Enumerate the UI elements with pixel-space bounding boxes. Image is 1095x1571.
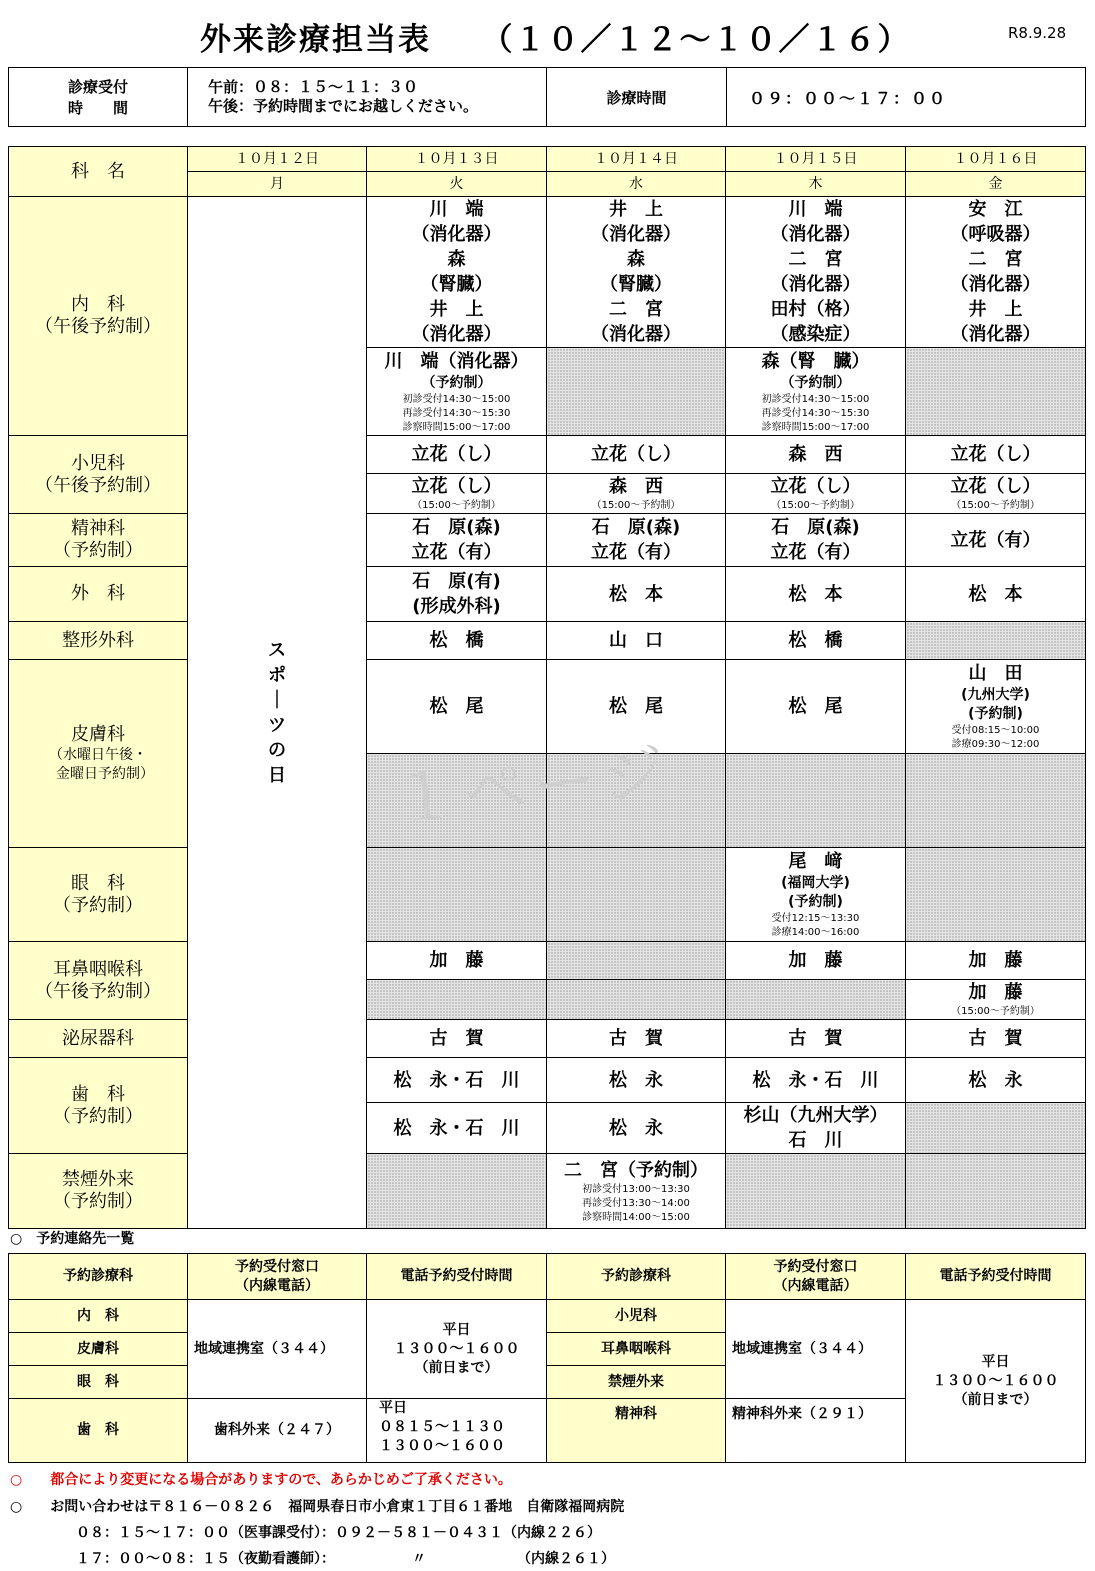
empty-cell <box>547 348 726 436</box>
empty-cell <box>547 980 726 1020</box>
shonika-pm-wed <box>547 474 726 514</box>
empty-cell <box>726 754 906 848</box>
dept-seikei: 整形外科 <box>9 622 188 660</box>
contact-dept-kinen: 禁煙外来 <box>547 1366 726 1399</box>
shika-r1-fri: 松 永 <box>906 1058 1086 1103</box>
shika-r2-wed: 松 永 <box>547 1103 726 1154</box>
change-notice: ○ 都合により変更になる場合がありますので、あらかじめご了承ください。 <box>10 1472 512 1488</box>
empty-cell <box>906 1103 1086 1154</box>
naika-pm-tue-times: 初診受付14:30～15:00 再診受付14:30～15:30 診察時間15:00～17:00 <box>402 393 511 433</box>
reception-label: 診療受付 時 間 <box>9 68 188 127</box>
dept-jibika: 耳鼻咽喉科 （午後予約制） <box>9 942 188 1020</box>
page-watermark: １ページ <box>389 735 675 839</box>
shika-r2-tue: 松 永・石 川 <box>367 1103 547 1154</box>
empty-cell <box>367 848 547 942</box>
contact-table <box>8 1253 1086 1463</box>
dept-ganka: 眼 科 （予約制） <box>9 848 188 942</box>
day-fri: 金 <box>906 172 1086 197</box>
day-tue: 火 <box>367 172 547 197</box>
contact-h-time: 電話予約受付時間 <box>367 1254 547 1300</box>
empty-cell <box>906 754 1086 848</box>
empty-cell <box>547 754 726 848</box>
dept-hinyoki: 泌尿器科 <box>9 1020 188 1058</box>
hifuka-fri-affiliation: (九州大学) (予約制) <box>961 687 1030 722</box>
shonika-pm-fri <box>906 474 1086 514</box>
contact-h-window: 予約受付窓口 （内線電話） <box>188 1254 367 1300</box>
contact-h-dept: 予約診療科 <box>9 1254 188 1300</box>
consult-hours: ０９：００～１７：００ <box>727 68 1086 127</box>
hifuka-tue: 松 尾 <box>367 660 547 754</box>
contact-dept-hifuka: 皮膚科 <box>9 1333 188 1366</box>
geka-tue: 石 原(有) (形成外科) <box>367 567 547 622</box>
hifuka-thu: 松 尾 <box>726 660 906 754</box>
shonika-am-tue: 立花（し） <box>367 436 547 474</box>
seikei-tue: 松 橋 <box>367 622 547 660</box>
naika-pm-tue-sub: （予約制） <box>421 374 492 391</box>
kinen-wed-doctor: 二 宮（予約制） <box>564 1159 708 1181</box>
naika-pm-thu-times: 初診受付14:30～15:00 再診受付14:30～15:30 診察時間15:00～17:00 <box>761 393 870 433</box>
phone-night: １７：００～０８：１５（夜勤看護師）： 〃 （内線２６１） <box>76 1551 615 1567</box>
date-wed: １０月１４日 <box>547 147 726 172</box>
naika-pm-tue <box>367 348 547 436</box>
naika-am-tue: 川 端 （消化器） 森 （腎臓） 井 上 （消化器） <box>367 197 547 348</box>
empty-cell <box>906 1154 1086 1229</box>
empty-cell <box>906 348 1086 436</box>
shonika-pm-fri-doctor: 立花（し） <box>950 476 1041 497</box>
dept-kinen: 禁煙外来 （予約制） <box>9 1154 188 1229</box>
day-wed: 水 <box>547 172 726 197</box>
jibika-pm-fri-note: （15:00～予約制） <box>951 1006 1040 1017</box>
phone-day: ０８：１５～１７：００（医事課受付）：０９２－５８１－０４３１（内線２２６） <box>76 1525 601 1541</box>
dept-shika: 歯 科 （予約制） <box>9 1058 188 1154</box>
jibika-am-tue: 加 藤 <box>367 942 547 980</box>
contact-section-title: ○ 予約連絡先一覧 <box>10 1231 135 1247</box>
contact-dept-ganka: 眼 科 <box>9 1366 188 1399</box>
inquiry-address: ○ お問い合わせは〒８１６－０８２６ 福岡県春日市小倉東１丁目６１番地 自衛隊福岡病院 <box>10 1499 625 1515</box>
seishinka-thu: 石 原(森) 立花（有） <box>726 514 906 567</box>
shonika-pm-wed-doctor: 森 西 <box>609 476 663 497</box>
empty-cell <box>906 848 1086 942</box>
contact-window-dental: 歯科外来（２４７） <box>188 1399 367 1463</box>
ganka-thu-times: 受付12:15～13:30 診療14:00～16:00 <box>771 913 860 938</box>
contact-time-right: 平日 １３００～１６００ （前日まで） <box>906 1300 1086 1463</box>
dept-header: 科 名 <box>9 147 188 197</box>
naika-pm-thu-doctor: 森（腎 臓） <box>761 350 870 372</box>
shonika-pm-fri-note: （15:00～予約制） <box>951 500 1040 511</box>
contact-dept-shonika: 小児科 <box>547 1300 726 1333</box>
day-thu: 木 <box>726 172 906 197</box>
empty-cell <box>547 942 726 980</box>
shonika-pm-tue-doctor: 立花（し） <box>411 476 502 497</box>
shonika-pm-thu-doctor: 立花（し） <box>770 476 861 497</box>
empty-cell <box>726 980 906 1020</box>
geka-thu: 松 本 <box>726 567 906 622</box>
empty-cell <box>906 622 1086 660</box>
shonika-am-wed: 立花（し） <box>547 436 726 474</box>
naika-pm-thu <box>726 348 906 436</box>
shonika-pm-thu-note: （15:00～予約制） <box>771 500 860 511</box>
date-fri: １０月１６日 <box>906 147 1086 172</box>
hinyoki-thu: 古 賀 <box>726 1020 906 1058</box>
shika-r1-tue: 松 永・石 川 <box>367 1058 547 1103</box>
geka-wed: 松 本 <box>547 567 726 622</box>
naika-am-wed: 井 上 （消化器） 森 （腎臓） 二 宮 （消化器） <box>547 197 726 348</box>
empty-cell <box>367 754 547 848</box>
jibika-pm-fri-doctor: 加 藤 <box>968 982 1023 1003</box>
hours-table <box>8 67 1086 127</box>
empty-cell <box>726 1154 906 1229</box>
page-title: 外来診療担当表 （１０／１２～１０／１６） <box>200 22 911 58</box>
seikei-wed: 山 口 <box>547 622 726 660</box>
shonika-pm-wed-note: （15:00～予約制） <box>591 500 681 511</box>
contact-h-dept-2: 予約診療科 <box>547 1254 726 1300</box>
jibika-pm-fri <box>906 980 1086 1020</box>
holiday-sports-day: ス ポ ｜ ツ の 日 <box>188 197 367 1229</box>
dept-naika: 内 科 （午後予約制） <box>9 197 188 436</box>
dept-seishinka: 精神科 （予約制） <box>9 514 188 567</box>
ganka-thu <box>726 848 906 942</box>
revision-date: R8.9.28 <box>1008 24 1067 42</box>
contact-time-left: 平日 １３００～１６００ （前日まで） <box>367 1300 547 1399</box>
dept-geka: 外 科 <box>9 567 188 622</box>
seikei-thu: 松 橋 <box>726 622 906 660</box>
schedule-table <box>8 146 1086 1229</box>
contact-dept-jibika: 耳鼻咽喉科 <box>547 1333 726 1366</box>
empty-cell <box>367 980 547 1020</box>
hifuka-fri-times: 受付08:15～10:00 診療09:30～12:00 <box>951 725 1040 750</box>
hinyoki-tue: 古 賀 <box>367 1020 547 1058</box>
naika-am-fri: 安 江 （呼吸器） 二 宮 （消化器） 井 上 （消化器） <box>906 197 1086 348</box>
contact-dept-shika: 歯 科 <box>9 1399 188 1463</box>
shika-r1-wed: 松 永 <box>547 1058 726 1103</box>
ganka-thu-affiliation: (福岡大学) (予約制) <box>781 875 850 910</box>
geka-fri: 松 本 <box>906 567 1086 622</box>
shonika-pm-thu <box>726 474 906 514</box>
contact-dept-seishinka: 精神科 <box>547 1399 726 1463</box>
seishinka-wed: 石 原(森) 立花（有） <box>547 514 726 567</box>
date-tue: １０月１３日 <box>367 147 547 172</box>
reception-hours: 午前：０８：１５～１１：３０ 午後：予約時間までにお越しください。 <box>188 68 547 127</box>
date-thu: １０月１５日 <box>726 147 906 172</box>
hifuka-wed: 松 尾 <box>547 660 726 754</box>
dept-shonika: 小児科 （午後予約制） <box>9 436 188 514</box>
naika-pm-tue-doctor: 川 端（消化器） <box>384 350 529 372</box>
hinyoki-wed: 古 賀 <box>547 1020 726 1058</box>
naika-pm-thu-sub: （予約制） <box>780 374 851 391</box>
date-mon: １０月１２日 <box>188 147 367 172</box>
jibika-am-thu: 加 藤 <box>726 942 906 980</box>
shika-r2-thu: 杉山（九州大学） 石 川 <box>726 1103 906 1154</box>
contact-h-time-2: 電話予約受付時間 <box>906 1254 1086 1300</box>
contact-h-window-2: 予約受付窓口 （内線電話） <box>726 1254 906 1300</box>
contact-time-dental: 平日 ０８１５～１１３０ １３００～１６００ <box>367 1399 547 1463</box>
empty-cell <box>367 1154 547 1229</box>
seishinka-fri: 立花（有） <box>906 514 1086 567</box>
shonika-am-fri: 立花（し） <box>906 436 1086 474</box>
contact-window-psych: 精神科外来（２９１） <box>726 1399 906 1463</box>
hinyoki-fri: 古 賀 <box>906 1020 1086 1058</box>
empty-cell <box>547 848 726 942</box>
kinen-wed <box>547 1154 726 1229</box>
ganka-thu-doctor: 尾 﨑 <box>788 851 843 872</box>
hifuka-fri-doctor: 山 田 <box>968 663 1023 684</box>
consult-label: 診療時間 <box>547 68 727 127</box>
seishinka-tue: 石 原(森) 立花（有） <box>367 514 547 567</box>
dept-hifuka: 皮膚科 （水曜日午後・ 金曜日予約制） <box>9 660 188 848</box>
shika-r1-thu: 松 永・石 川 <box>726 1058 906 1103</box>
jibika-am-fri: 加 藤 <box>906 942 1086 980</box>
hifuka-fri <box>906 660 1086 754</box>
day-mon: 月 <box>188 172 367 197</box>
contact-dept-naika: 内 科 <box>9 1300 188 1333</box>
shonika-am-thu: 森 西 <box>726 436 906 474</box>
kinen-wed-times: 初診受付13:00～13:30 再診受付13:30～14:00 診察時間14:00～15:00 <box>582 1183 690 1223</box>
contact-window-right: 地域連携室（３４４） <box>726 1300 906 1399</box>
shonika-pm-tue-note: （15:00～予約制） <box>412 500 501 511</box>
shonika-pm-tue <box>367 474 547 514</box>
naika-am-thu: 川 端 （消化器） 二 宮 （消化器） 田村（格） （感染症） <box>726 197 906 348</box>
contact-window-left: 地域連携室（３４４） <box>188 1300 367 1399</box>
